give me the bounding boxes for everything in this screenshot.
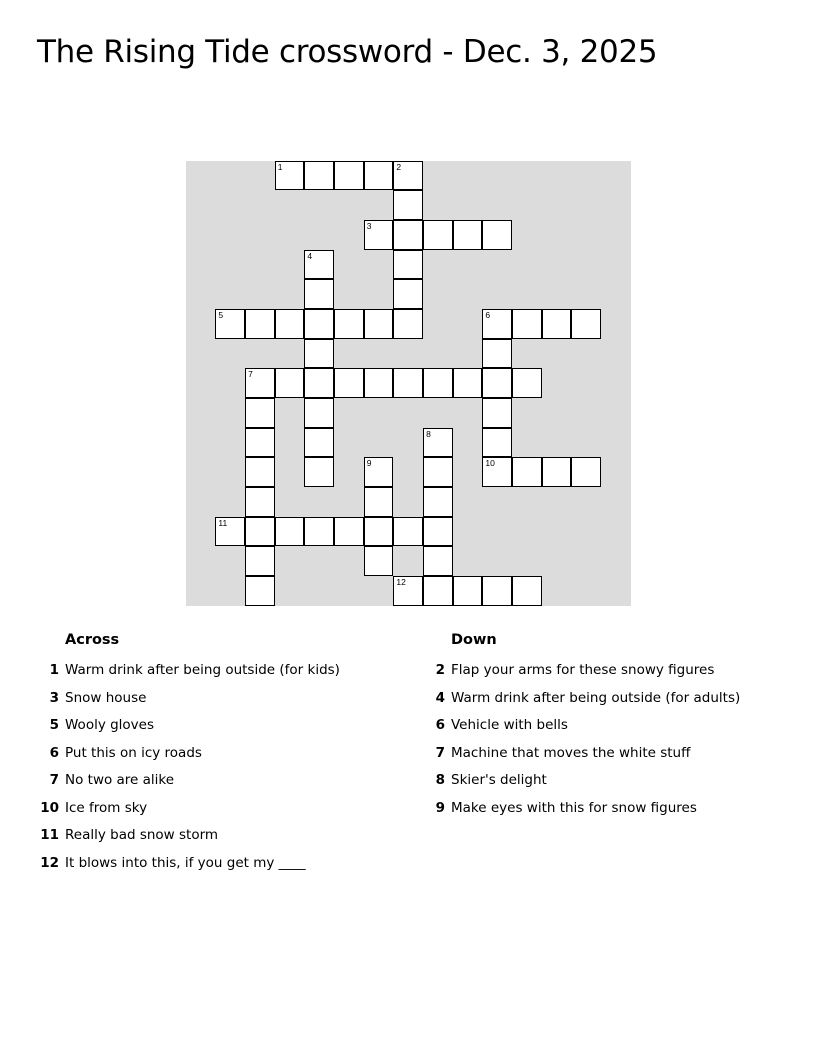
clue-number: 9 xyxy=(435,799,445,816)
grid-cell[interactable] xyxy=(334,368,364,398)
grid-cell[interactable] xyxy=(304,517,334,547)
across-clue-list xyxy=(37,657,407,877)
grid-cell[interactable] xyxy=(304,368,334,398)
grid-cell[interactable] xyxy=(304,279,334,309)
grid-cell[interactable] xyxy=(423,220,453,250)
across-clue-row xyxy=(37,712,407,740)
clue-number: 12 xyxy=(40,854,59,871)
cell-number: 1 xyxy=(277,161,283,172)
grid-cell[interactable] xyxy=(542,457,572,487)
grid-cell[interactable] xyxy=(482,339,512,369)
down-heading: Down xyxy=(451,632,497,648)
grid-cell[interactable] xyxy=(393,309,423,339)
grid-cell[interactable] xyxy=(393,517,423,547)
grid-cell[interactable] xyxy=(304,428,334,458)
grid-cell[interactable] xyxy=(304,457,334,487)
grid-cell[interactable] xyxy=(245,546,275,576)
grid-cell[interactable] xyxy=(334,161,364,191)
clue-number: 3 xyxy=(49,689,59,706)
cell-number: 6 xyxy=(485,310,491,321)
grid-cell[interactable] xyxy=(571,309,601,339)
across-clue-row xyxy=(37,740,407,768)
down-clue-row xyxy=(423,712,803,740)
grid-cell[interactable] xyxy=(453,220,483,250)
grid-cell[interactable] xyxy=(304,250,334,280)
grid-cell[interactable] xyxy=(482,309,512,339)
grid-cell[interactable] xyxy=(304,309,334,339)
grid-cell[interactable] xyxy=(393,190,423,220)
grid-cell[interactable] xyxy=(334,309,364,339)
cell-number: 11 xyxy=(218,517,228,528)
clue-number: 11 xyxy=(40,827,59,843)
grid-cell[interactable] xyxy=(364,161,394,191)
grid-cell[interactable] xyxy=(482,457,512,487)
cell-number: 7 xyxy=(248,369,253,380)
grid-cell[interactable] xyxy=(453,368,483,398)
down-clue-list xyxy=(423,657,803,822)
clue-text: Make eyes with this for snow figures xyxy=(451,799,697,816)
grid-cell[interactable] xyxy=(364,457,394,487)
clue-number: 6 xyxy=(435,717,445,733)
grid-cell[interactable] xyxy=(393,368,423,398)
grid-cell[interactable] xyxy=(275,368,305,398)
cell-number: 12 xyxy=(396,577,406,588)
grid-cell[interactable] xyxy=(215,309,245,339)
across-clue-row xyxy=(37,850,407,878)
grid-cell[interactable] xyxy=(482,428,512,458)
clue-number: 2 xyxy=(435,662,445,678)
grid-cell[interactable] xyxy=(215,517,245,547)
page-title: The Rising Tide crossword - Dec. 3, 2025 xyxy=(37,34,658,70)
grid-cell[interactable] xyxy=(304,161,334,191)
grid-cell[interactable] xyxy=(393,220,423,250)
cell-number: 8 xyxy=(426,428,431,439)
cell-number: 2 xyxy=(396,161,402,172)
grid-cell[interactable] xyxy=(334,517,364,547)
grid-cell[interactable] xyxy=(542,309,572,339)
grid-cell[interactable] xyxy=(245,487,275,517)
clue-text: It blows into this, if you get my ____ xyxy=(65,854,306,871)
grid-cell[interactable] xyxy=(512,457,542,487)
clue-text: Vehicle with bells xyxy=(451,717,568,733)
grid-cell[interactable] xyxy=(364,220,394,250)
across-clue-row xyxy=(37,657,407,685)
down-clue-row xyxy=(423,795,803,823)
clue-number: 7 xyxy=(435,744,445,761)
down-clue-row xyxy=(423,657,803,685)
grid-cell[interactable] xyxy=(364,546,394,576)
grid-cell[interactable] xyxy=(423,487,453,517)
grid-cell[interactable] xyxy=(482,220,512,250)
grid-cell[interactable] xyxy=(245,309,275,339)
grid-cell[interactable] xyxy=(275,309,305,339)
clue-text: Flap your arms for these snowy figures xyxy=(451,662,715,678)
grid-cell[interactable] xyxy=(275,161,305,191)
grid-cell[interactable] xyxy=(423,546,453,576)
grid-cell[interactable] xyxy=(393,279,423,309)
grid-cell[interactable] xyxy=(423,428,453,458)
across-heading: Across xyxy=(65,632,120,648)
clue-number: 5 xyxy=(49,717,59,733)
grid-cell[interactable] xyxy=(512,309,542,339)
across-clue-row xyxy=(37,795,407,823)
grid-cell[interactable] xyxy=(275,517,305,547)
grid-cell[interactable] xyxy=(512,368,542,398)
down-clues xyxy=(423,630,803,822)
clue-text: Warm drink after being outside (for kids) xyxy=(65,662,340,678)
down-clue-row xyxy=(423,767,803,795)
across-clue-row xyxy=(37,767,407,795)
grid-cell[interactable] xyxy=(364,309,394,339)
grid-cell[interactable] xyxy=(245,576,275,606)
grid-cell[interactable] xyxy=(423,576,453,606)
clue-text: Ice from sky xyxy=(65,799,148,816)
clue-number: 7 xyxy=(49,772,59,788)
clue-text: Really bad snow storm xyxy=(65,827,219,843)
clue-text: Warm drink after being outside (for adults) xyxy=(451,689,741,706)
grid-cell[interactable] xyxy=(245,428,275,458)
clue-number: 8 xyxy=(435,772,445,788)
grid-cell[interactable] xyxy=(245,517,275,547)
cell-number: 9 xyxy=(366,458,372,469)
across-clues xyxy=(37,630,407,877)
grid-cell[interactable] xyxy=(364,487,394,517)
clue-number: 10 xyxy=(40,799,59,816)
cell-number: 10 xyxy=(485,458,495,469)
grid-cell[interactable] xyxy=(482,576,512,606)
grid-cell[interactable] xyxy=(571,457,601,487)
cell-number: 3 xyxy=(366,221,372,232)
cell-number: 4 xyxy=(307,250,313,261)
across-clue-row xyxy=(37,685,407,713)
clue-number: 6 xyxy=(49,744,59,761)
down-clue-row xyxy=(423,685,803,713)
grid-cell[interactable] xyxy=(304,398,334,428)
clue-number: 1 xyxy=(49,662,59,678)
across-clue-row xyxy=(37,822,407,850)
grid-cell[interactable] xyxy=(393,161,423,191)
clue-text: Machine that moves the white stuff xyxy=(451,744,691,761)
grid-cell[interactable] xyxy=(304,339,334,369)
grid-cell[interactable] xyxy=(364,517,394,547)
clue-number: 4 xyxy=(435,689,445,706)
grid-cell[interactable] xyxy=(245,398,275,428)
clue-text: Put this on icy roads xyxy=(65,744,202,761)
grid-cell[interactable] xyxy=(245,457,275,487)
clue-text: Snow house xyxy=(65,689,147,706)
grid-cell[interactable] xyxy=(423,517,453,547)
grid-cell[interactable] xyxy=(453,576,483,606)
grid-cell[interactable] xyxy=(512,576,542,606)
clue-text: Skier's delight xyxy=(451,772,547,788)
crossword-grid xyxy=(186,161,631,606)
clue-text: No two are alike xyxy=(65,772,175,788)
grid-cell[interactable] xyxy=(393,250,423,280)
grid-cell[interactable] xyxy=(393,576,423,606)
grid-cell[interactable] xyxy=(423,368,453,398)
cell-number: 5 xyxy=(218,310,224,321)
grid-cell[interactable] xyxy=(423,457,453,487)
clue-text: Wooly gloves xyxy=(65,717,155,733)
grid-cell[interactable] xyxy=(482,398,512,428)
down-clue-row xyxy=(423,740,803,768)
grid-cell[interactable] xyxy=(482,368,512,398)
grid-cell[interactable] xyxy=(364,368,394,398)
grid-cell[interactable] xyxy=(245,368,275,398)
